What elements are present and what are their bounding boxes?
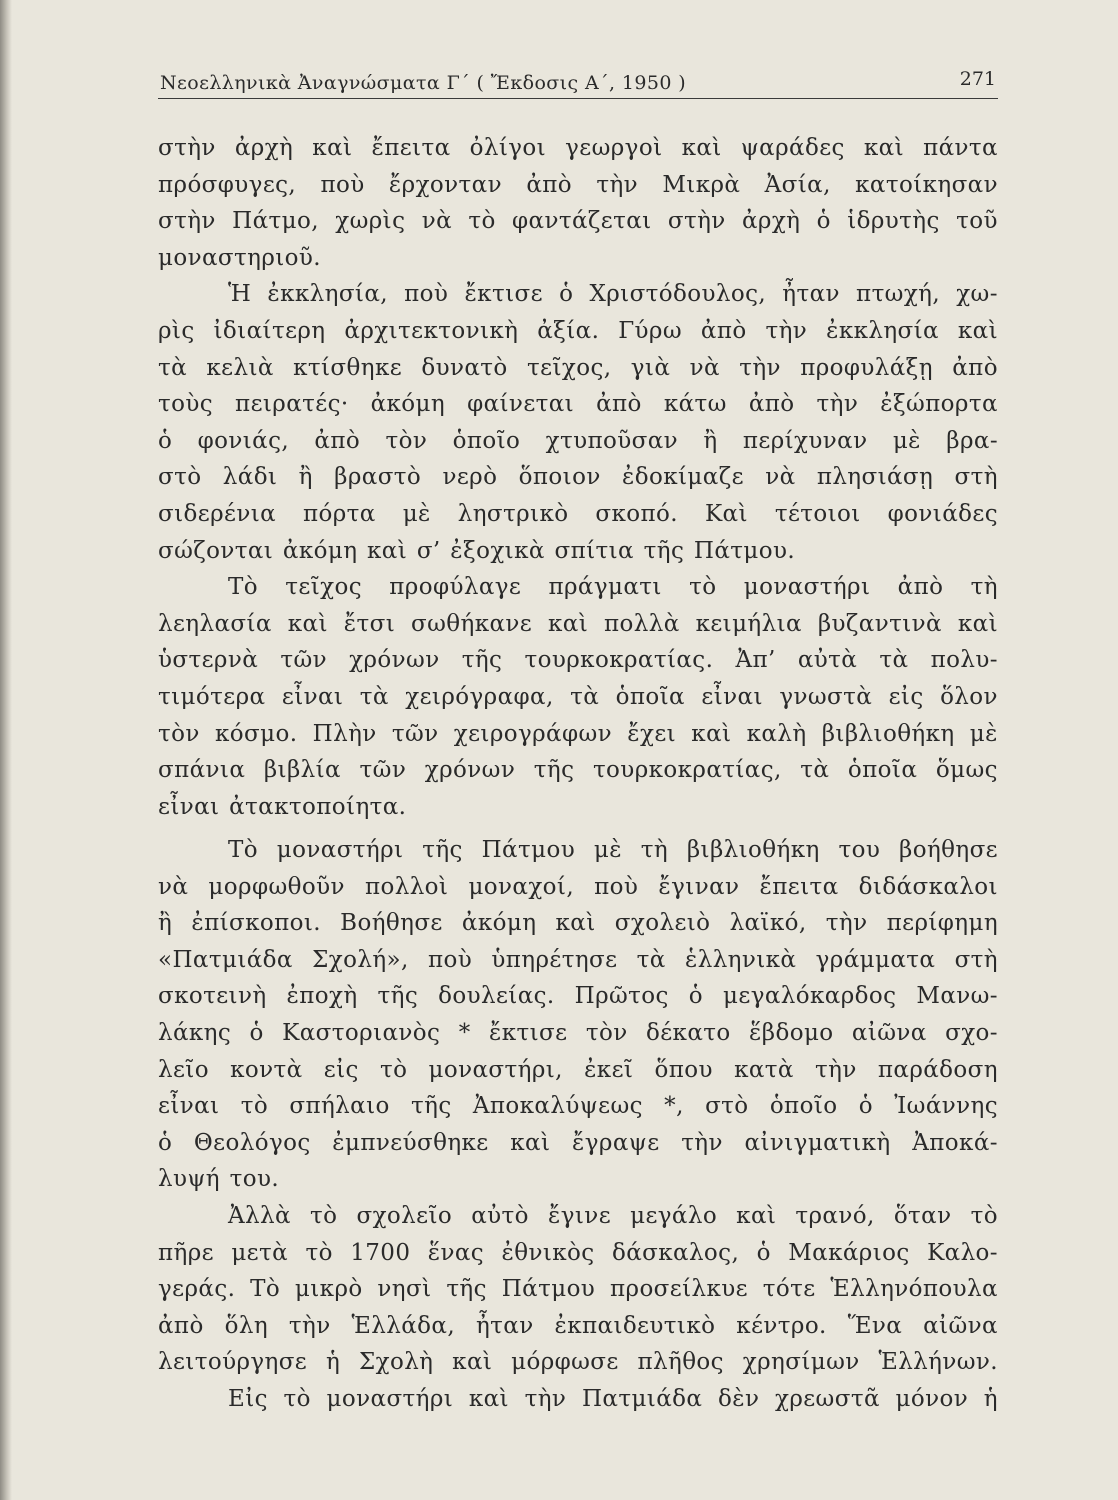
text-line: ἢ ἐπίσκοποι. Βοήθησε ἀκόμη καὶ σχολειὸ λαϊκό, τὴν περίφημη [158,910,998,937]
text-line: σπάνια βιβλία τῶν χρόνων τῆς τουρκοκρατίας, τὰ ὁποῖα ὅμως [158,757,998,784]
body-section-2 [158,832,998,1418]
text-line: ὑστερνὰ τῶν χρόνων τῆς τουρκοκρατίας. Ἀπ’ αὐτὰ τὰ πολυ- [158,647,998,674]
text-line: λεηλασία καὶ ἔτσι σωθήκανε καὶ πολλὰ κειμήλια βυζαντινὰ καὶ [158,610,998,637]
text-line: εἶναι τὸ σπήλαιο τῆς Ἀποκαλύψεως *, στὸ ὁποῖο ὁ Ἰωάννης [158,1093,998,1120]
text-line: σιδερένια πόρτα μὲ ληστρικὸ σκοπό. Καὶ τέτοιοι φονιάδες [158,500,998,527]
text-line: ρὶς ἰδιαίτερη ἀρχιτεκτονικὴ ἀξία. Γύρω ἀπὸ τὴν ἐκκλησία καὶ [158,317,998,344]
text-line: λειτούργησε ἡ Σχολὴ καὶ μόρφωσε πλῆθος χρησίμων Ἑλλήνων. [158,1349,998,1376]
text-line: νὰ μορφωθοῦν πολλοὶ μοναχοί, ποὺ ἔγιναν ἔπειτα διδάσκαλοι [158,873,998,900]
text-line: στὴν Πάτμο, χωρὶς νὰ τὸ φαντάζεται στὴν ἀρχὴ ὁ ἱδρυτὴς τοῦ [158,208,998,235]
text-line: πρόσφυγες, ποὺ ἔρχονταν ἀπὸ τὴν Μικρὰ Ἀσία, κατοίκησαν [158,171,998,198]
text-line: λεῖο κοντὰ εἰς τὸ μοναστήρι, ἐκεῖ ὅπου κατὰ τὴν παράδοση [158,1056,998,1083]
text-line: τιμότερα εἶναι τὰ χειρόγραφα, τὰ ὁποῖα εἶναι γνωστὰ εἰς ὅλον [158,683,998,710]
text-line: τὰ κελιὰ κτίσθηκε δυνατὸ τεῖχος, γιὰ νὰ τὴν προφυλάξῃ ἀπὸ [158,354,998,381]
text-line: εἶναι ἀτακτοποίητα. [158,793,407,820]
text-line: τὸν κόσμο. Πλὴν τῶν χειρογράφων ἔχει καὶ καλὴ βιβλιοθήκη μὲ [158,720,998,747]
text-line: Ἡ ἐκκλησία, ποὺ ἔκτισε ὁ Χριστόδουλος, ἦταν πτωχή, χω- [228,281,998,308]
header-title: Νεοελληνικὰ Ἀναγνώσματα Γ΄ ( Ἔκδοσις Α΄, 1950 ) [160,72,687,94]
page-number: 271 [959,68,996,90]
text-line: γεράς. Τὸ μικρὸ νησὶ τῆς Πάτμου προσείλκυε τότε Ἑλληνόπουλα [158,1276,998,1303]
text-line: στὸ λάδι ἢ βραστὸ νερὸ ὅποιον ἐδοκίμαζε νὰ πλησιάσῃ στὴ [158,464,998,491]
text-line: Τὸ μοναστήρι τῆς Πάτμου μὲ τὴ βιβλιοθήκη του βοήθησε [228,837,998,863]
text-line: ἀπὸ ὅλη τὴν Ἑλλάδα, ἦταν ἐκπαιδευτικὸ κέντρο. Ἕνα αἰῶνα [158,1312,998,1339]
text-line: Ἀλλὰ τὸ σχολεῖο αὐτὸ ἔγινε μεγάλο καὶ τρανό, ὅταν τὸ [228,1202,998,1229]
running-header [158,62,998,99]
text-line: πῆρε μετὰ τὸ 1700 ἕνας ἐθνικὸς δάσκαλος, ὁ Μακάριος Καλο- [158,1239,998,1266]
text-line: στὴν ἀρχὴ καὶ ἔπειτα ὀλίγοι γεωργοὶ καὶ ψαράδες καὶ πάντα [158,135,998,161]
text-line: «Πατμιάδα Σχολή», ποὺ ὑπηρέτησε τὰ ἑλληνικὰ γράμματα στὴ [158,946,998,973]
text-line: μοναστηριοῦ. [158,244,321,271]
text-line: ὁ Θεολόγος ἐμπνεύσθηκε καὶ ἔγραψε τὴν αἰνιγματικὴ Ἀποκά- [158,1129,998,1156]
text-line: σκοτεινὴ ἐποχὴ τῆς δουλείας. Πρῶτος ὁ μεγαλόκαρδος Μανω- [158,983,998,1010]
body-section-1 [158,130,998,825]
book-spine-shadow [0,0,12,1500]
text-line: ὁ φονιάς, ἀπὸ τὸν ὁποῖο χτυποῦσαν ἢ περίχυναν μὲ βρα- [158,427,998,454]
text-line: σώζονται ἀκόμη καὶ σ’ ἐξοχικὰ σπίτια τῆς Πάτμου. [158,537,796,564]
text-line: Τὸ τεῖχος προφύλαγε πράγματι τὸ μοναστήρι ἀπὸ τὴ [228,574,998,601]
text-line: λάκης ὁ Καστοριανὸς * ἔκτισε τὸν δέκατο ἕβδομο αἰῶνα σχο- [158,1019,998,1046]
text-line: λυψή του. [158,1166,280,1193]
text-line: Εἰς τὸ μοναστήρι καὶ τὴν Πατμιάδα δὲν χρεωστᾶ μόνον ἡ [228,1385,998,1412]
text-line: τοὺς πειρατές· ἀκόμη φαίνεται ἀπὸ κάτω ἀπὸ τὴν ἐξώπορτα [158,391,998,418]
